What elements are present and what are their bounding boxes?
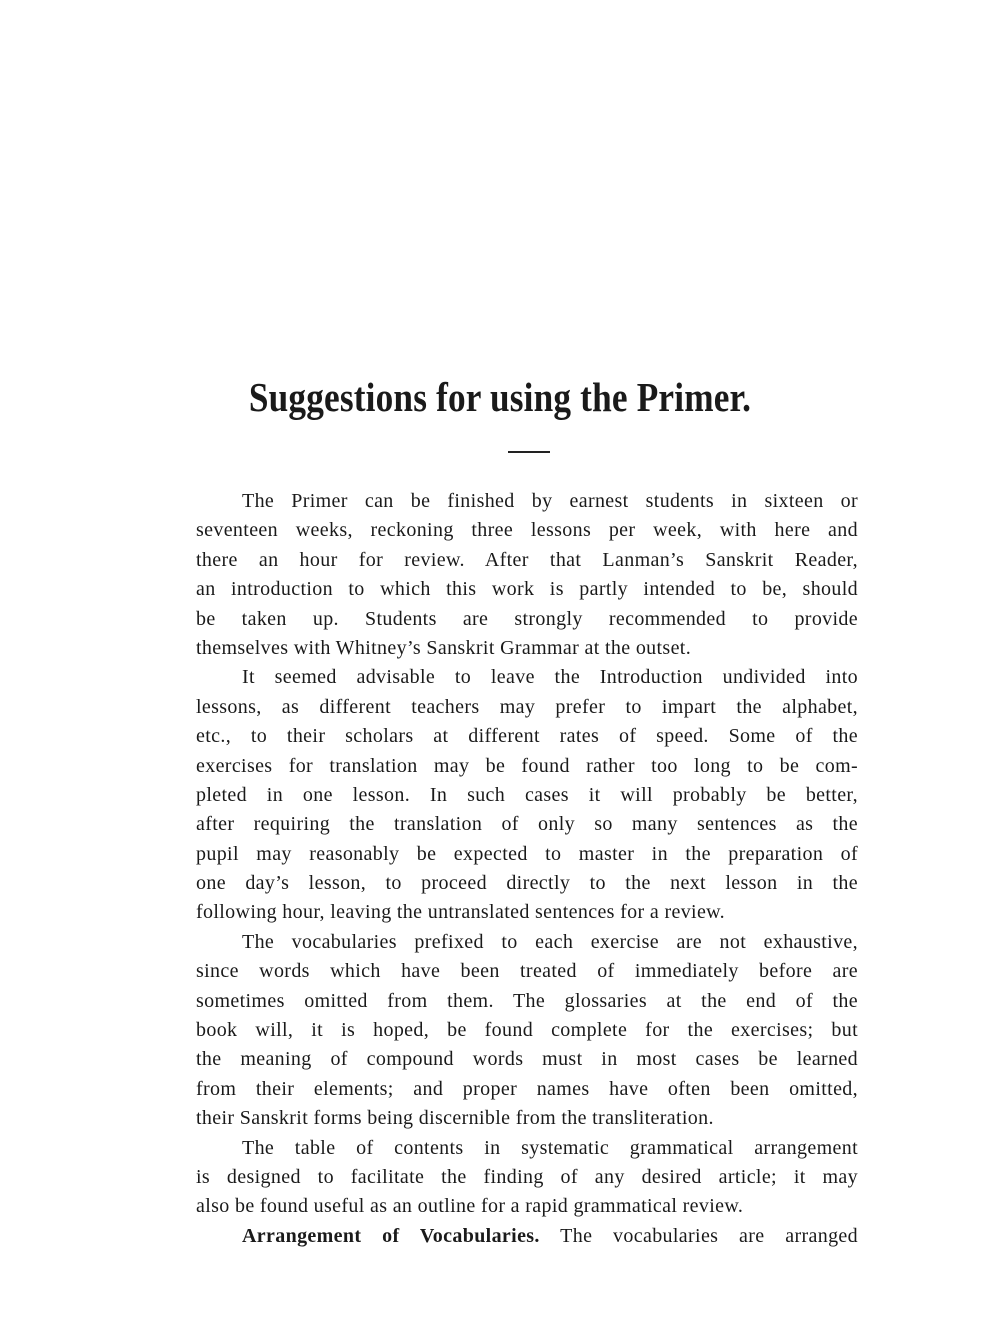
body-text xyxy=(196,487,858,1251)
text-run: The vocabularies are arranged xyxy=(539,1224,858,1247)
text-line: The Primer can be finished by earnest students in sixteen or xyxy=(242,490,858,512)
text-line: one day’s lesson, to proceed directly to the next lesson in the xyxy=(196,872,858,895)
text-line: since words which have been treated of immediately before are xyxy=(196,960,858,983)
text-line: pupil may reasonably be expected to master in the preparation of xyxy=(196,842,858,865)
text-line: pleted in one lesson. In such cases it will probably be better, xyxy=(196,783,858,806)
section-run-in-heading: Arrangement of Vocabularies. xyxy=(242,1224,540,1247)
title-divider-rule xyxy=(508,451,550,453)
text-line: etc., to their scholars at different rates of speed. Some of the xyxy=(196,725,858,748)
text-line xyxy=(196,1222,858,1251)
paragraph xyxy=(196,928,858,1134)
text-line: there an hour for review. After that Lanman’s Sanskrit Reader, xyxy=(196,548,858,571)
text-line: following hour, leaving the untranslated sentences for a review. xyxy=(196,901,726,924)
text-line: is designed to facilitate the finding of any desired article; it may xyxy=(196,1165,858,1188)
text-line: be taken up. Students are strongly recommended to provide xyxy=(196,607,858,630)
text-line: It seemed advisable to leave the Introduction undivided into xyxy=(242,666,858,689)
text-line: themselves with Whitney’s Sanskrit Grammar at the outset. xyxy=(196,636,692,659)
text-line: an introduction to which this work is partly intended to be, should xyxy=(196,578,858,601)
text-line: from their elements; and proper names have often been omitted, xyxy=(196,1077,858,1100)
paragraph xyxy=(196,487,858,663)
text-line: the meaning of compound words must in most cases be learned xyxy=(196,1048,858,1071)
paragraph xyxy=(196,663,858,928)
text-line: The vocabularies prefixed to each exercise are not exhaustive, xyxy=(242,930,858,953)
text-line: The table of contents in systematic grammatical arrangement xyxy=(242,1136,858,1159)
text-line: sometimes omitted from them. The glossaries at the end of the xyxy=(196,989,858,1012)
text-line: also be found useful as an outline for a rapid grammatical review. xyxy=(196,1195,744,1218)
text-line: exercises for translation may be found rather too long to be com- xyxy=(196,754,858,777)
text-line: their Sanskrit forms being discernible from the transliteration. xyxy=(196,1107,714,1130)
paragraph xyxy=(196,1134,858,1222)
text-line: after requiring the translation of only so many sentences as the xyxy=(196,813,858,836)
text-line: lessons, as different teachers may prefer to impart the alphabet, xyxy=(196,695,858,718)
text-line: book will, it is hoped, be found complete for the exercises; but xyxy=(196,1019,858,1042)
text-line: seventeen weeks, reckoning three lessons per week, with here and xyxy=(196,519,858,542)
paragraph xyxy=(196,1222,858,1251)
page-title: Suggestions for using the Primer. xyxy=(248,374,752,420)
